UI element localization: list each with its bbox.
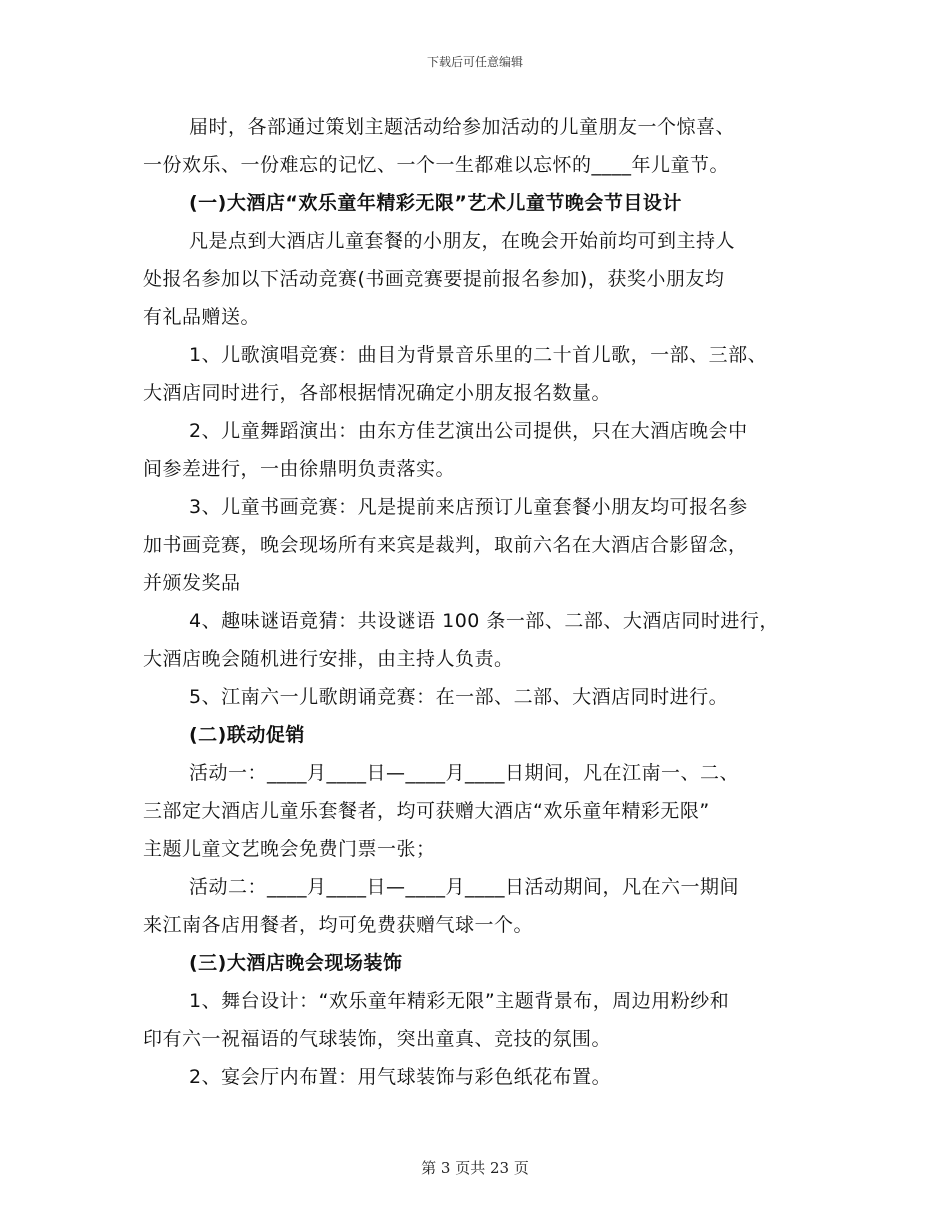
paragraph-intro: 届时，各部通过策划主题活动给参加活动的儿童朋友一个惊喜、 一份欢乐、一份难忘的记忆、一个一生都难以忘怀的____年儿童节。 xyxy=(143,116,736,176)
paragraph-item-4: 4、趣味谜语竟猜：共设谜语 100 条一部、二部、大酒店同时进行， 大酒店晚会随机进行安排，由主持人负责。 xyxy=(143,610,779,670)
paragraph-item-3: 3、儿童书画竞赛：凡是提前来店预订儿童套餐小朋友均可报名参 加书画竞赛，晚会现场所有来宾是裁判，取前六名在大酒店合影留念， 并颁发奖品 xyxy=(143,496,748,594)
heading-section-1: (一)大酒店“欢乐童年精彩无限”艺术儿童节晚会节目设计 xyxy=(189,192,682,214)
document-body xyxy=(143,108,823,1096)
paragraph-promo-2: 活动二：____月____日—____月____日活动期间，凡在六一期间 来江南各店用餐者，均可免费获赠气球一个。 xyxy=(143,876,740,936)
heading-section-2: (二)联动促销 xyxy=(189,724,305,746)
paragraph-signup: 凡是点到大酒店儿童套餐的小朋友，在晚会开始前均可到主持人 处报名参加以下活动竞赛(书画竞赛要提前报名参加)，获奖小朋友均 有礼品赠送。 xyxy=(143,230,736,328)
page-header: 下载后可任意编辑 xyxy=(426,55,523,69)
page-footer: 第 3 页共 23 页 xyxy=(421,1159,529,1177)
paragraph-item-5: 5、江南六一儿歌朗诵竞赛：在一部、二部、大酒店同时进行。 xyxy=(189,686,729,708)
paragraph-item-2: 2、儿童舞蹈演出：由东方佳艺演出公司提供，只在大酒店晚会中 间参差进行，一由徐鼎明负责落实。 xyxy=(143,420,748,480)
paragraph-item-1: 1、儿歌演唱竞赛：曲目为背景音乐里的二十首儿歌，一部、三部、 大酒店同时进行，各部根据情况确定小朋友报名数量。 xyxy=(143,344,768,404)
paragraph-decor-1: 1、舞台设计：“欢乐童年精彩无限”主题背景布，周边用粉纱和 印有六一祝福语的气球装饰，突出童真、竞技的氛围。 xyxy=(143,990,730,1050)
paragraph-promo-1: 活动一：____月____日—____月____日期间，凡在江南一、二、 三部定大酒店儿童乐套餐者，均可获赠大酒店“欢乐童年精彩无限” 主题儿童文艺晚会免费门票一张； xyxy=(143,762,740,860)
paragraph-decor-2: 2、宴会厅内布置：用气球装饰与彩色纸花布置。 xyxy=(189,1066,612,1088)
heading-section-3: (三)大酒店晚会现场装饰 xyxy=(189,952,403,974)
